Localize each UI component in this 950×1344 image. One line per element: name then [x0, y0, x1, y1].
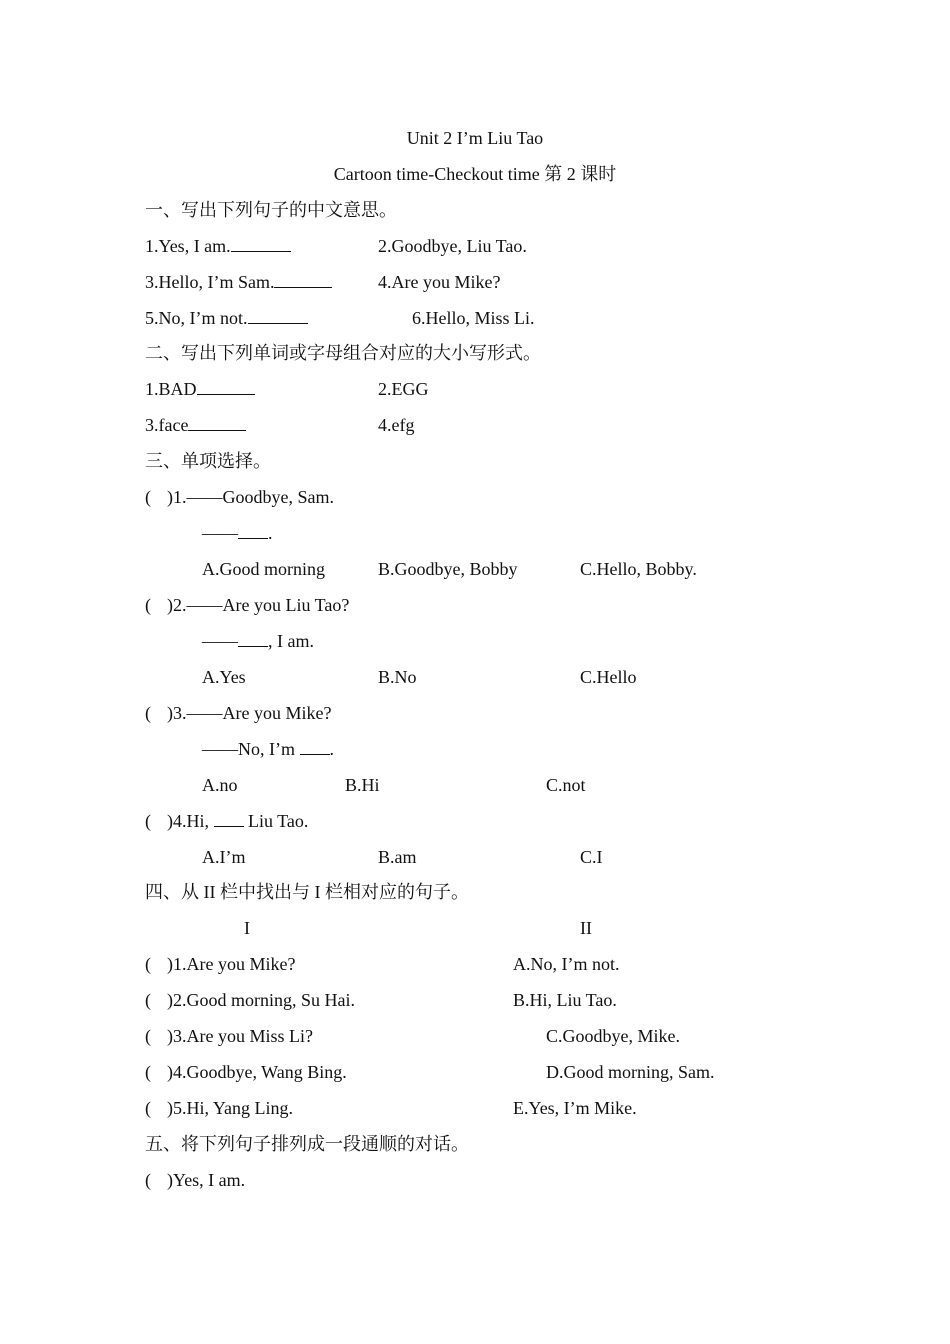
match-left-2: ( )2.Good morning, Su Hai.	[145, 990, 355, 1010]
match-left-1: ( )1.Are you Mike?	[145, 954, 296, 974]
match-left-5: ( )5.Hi, Yang Ling.	[145, 1098, 294, 1118]
answer-paren[interactable]: (	[145, 1062, 151, 1082]
answer-paren[interactable]: (	[145, 703, 151, 723]
mc-option-1a: A.Good morning	[202, 559, 325, 579]
mc-option-3a: A.no	[202, 775, 238, 795]
answer-blank[interactable]	[231, 235, 291, 252]
s1-item-5: 5.No, I’m not.	[145, 307, 308, 329]
order-item-1: ( )Yes, I am.	[145, 1170, 246, 1190]
answer-paren[interactable]: (	[145, 811, 151, 831]
s1-item-3: 3.Hello, I’m Sam.	[145, 271, 332, 293]
mc-option-1b: B.Goodbye, Bobby	[378, 559, 518, 579]
mc-option-4b: B.am	[378, 847, 417, 867]
answer-paren[interactable]: (	[145, 1170, 151, 1190]
mc-option-2a: A.Yes	[202, 667, 246, 687]
section4-heading: 四、从 II 栏中找出与 I 栏相对应的句子。	[145, 882, 469, 902]
answer-blank[interactable]	[274, 271, 332, 288]
mc-option-3c: C.not	[546, 775, 586, 795]
answer-blank[interactable]	[197, 378, 255, 395]
match-right-c: C.Goodbye, Mike.	[546, 1026, 680, 1046]
match-right-b: B.Hi, Liu Tao.	[513, 990, 617, 1010]
answer-blank[interactable]	[238, 522, 268, 539]
page-title: Unit 2 I’m Liu Tao	[406, 128, 544, 148]
match-right-e: E.Yes, I’m Mike.	[513, 1098, 637, 1118]
column-2-header: II	[580, 918, 592, 938]
page-subtitle: Cartoon time-Checkout time 第 2 课时	[333, 164, 617, 184]
mc-question-1: ( )1.——Goodbye, Sam.	[145, 487, 334, 507]
mc-reply-2: —— , I am.	[202, 631, 314, 651]
s1-item-1: 1.Yes, I am.	[145, 235, 291, 257]
mc-reply-3: ——No, I’m .	[202, 739, 334, 759]
s1-item-2: 2.Goodbye, Liu Tao.	[378, 236, 527, 256]
answer-paren[interactable]: (	[145, 990, 151, 1010]
answer-blank[interactable]	[214, 810, 244, 827]
s2-item-2: 2.EGG	[378, 379, 429, 399]
answer-paren[interactable]: (	[145, 1098, 151, 1118]
mc-question-2: ( )2.——Are you Liu Tao?	[145, 595, 350, 615]
answer-paren[interactable]: (	[145, 954, 151, 974]
mc-option-4c: C.I	[580, 847, 603, 867]
mc-question-3: ( )3.——Are you Mike?	[145, 703, 332, 723]
match-left-4: ( )4.Goodbye, Wang Bing.	[145, 1062, 347, 1082]
answer-blank[interactable]	[300, 738, 330, 755]
mc-option-3b: B.Hi	[345, 775, 380, 795]
s1-item-4: 4.Are you Mike?	[378, 272, 501, 292]
mc-option-1c: C.Hello, Bobby.	[580, 559, 697, 579]
match-right-d: D.Good morning, Sam.	[546, 1062, 715, 1082]
section2-heading: 二、写出下列单词或字母组合对应的大小写形式。	[145, 343, 541, 363]
s2-item-3: 3.face	[145, 414, 246, 436]
answer-blank[interactable]	[248, 307, 308, 324]
answer-blank[interactable]	[238, 630, 268, 647]
s2-item-4: 4.efg	[378, 415, 415, 435]
answer-paren[interactable]: (	[145, 595, 151, 615]
mc-option-2b: B.No	[378, 667, 417, 687]
answer-paren[interactable]: (	[145, 1026, 151, 1046]
section3-heading: 三、单项选择。	[145, 451, 271, 471]
mc-option-4a: A.I’m	[202, 847, 246, 867]
section1-heading: 一、写出下列句子的中文意思。	[145, 200, 397, 220]
mc-reply-1: —— .	[202, 523, 273, 543]
match-right-a: A.No, I’m not.	[513, 954, 620, 974]
answer-blank[interactable]	[188, 414, 246, 431]
answer-paren[interactable]: (	[145, 487, 151, 507]
mc-option-2c: C.Hello	[580, 667, 637, 687]
column-1-header: I	[244, 918, 250, 938]
mc-question-4: ( )4.Hi, Liu Tao.	[145, 811, 309, 831]
s1-item-6: 6.Hello, Miss Li.	[412, 308, 535, 328]
section5-heading: 五、将下列句子排列成一段通顺的对话。	[145, 1134, 469, 1154]
match-left-3: ( )3.Are you Miss Li?	[145, 1026, 313, 1046]
s2-item-1: 1.BAD	[145, 378, 255, 400]
